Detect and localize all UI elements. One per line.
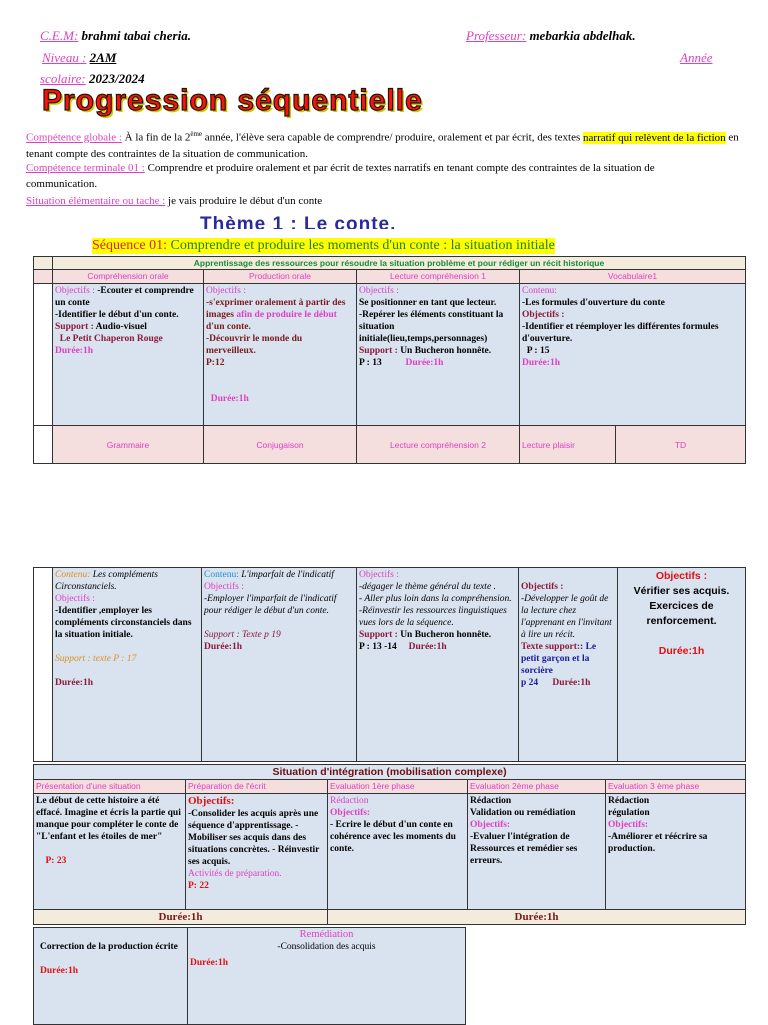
t2col4-support-text: : Le petit garçon et la sorcière: [521, 642, 597, 676]
col4-duree: Durée:1h: [522, 358, 560, 368]
col2-duree: Durée:1h: [210, 394, 249, 404]
header-conjugaison: Conjugaison: [204, 426, 357, 464]
int-col1-text: Le début de cette histoire a été effacé. Imagine et écris la partie qui manque pour compléter le conte de "L'enfant et les étoiles de mer": [36, 796, 181, 842]
t2col2-contenu-label: Contenu:: [204, 570, 239, 580]
int-col2-page: P: 22: [188, 881, 209, 891]
col3-page: P : 13: [359, 358, 382, 368]
cell-preparation: [186, 794, 328, 910]
col3-duree: Durée:1h: [405, 358, 444, 368]
int-col3-obj-label: Objectifs:: [330, 808, 371, 818]
t2col3-line3: -Réinvestir les ressources linguistiques vues lors de la séquence.: [359, 606, 507, 628]
col4-page: P : 15: [526, 346, 550, 356]
theme-title: Thème 1 : Le conte.: [200, 215, 397, 229]
competence-globale-text-b: année, l'élève sera capable de comprendre/ produire, oralement et par écrit, des textes: [202, 131, 584, 144]
cell-vocabulaire1: [520, 284, 746, 426]
table1-row-margin: [34, 284, 53, 426]
niveau-line: [42, 50, 116, 66]
competence-terminale-text: Comprendre et produire oralement et par écrit de textes narratifs en tenant compte des contraintes de la situation de communication.: [26, 162, 655, 190]
competence-globale-highlight: narratif qui relèvent de la fiction: [583, 131, 726, 144]
cell-conjugaison: [202, 568, 357, 762]
int-col1-page: P: 23: [45, 856, 67, 866]
int-col2-text: -Consolider les acquis après une séquence d'apprentissage. -Mobiliser ses acquis dans des situations concrètes. - Réinvestir ses acquis.: [188, 809, 320, 867]
cell-presentation: [34, 794, 186, 910]
t2col5-text: Vérifier ses acquis. Exercices de renforcement.: [633, 585, 730, 627]
t2col2-obj-label: Objectifs :: [204, 582, 244, 592]
sequence-text: Comprendre et produire les moments d'un conte : la situation initiale: [167, 238, 555, 253]
cell-correction: [34, 928, 188, 1025]
t2col2-support: Support : Texte p 19: [204, 630, 281, 640]
table1-header-corner: [34, 270, 53, 284]
cem-value: brahmi tabai cheria.: [81, 28, 191, 43]
t2col1-contenu-text: Les compléments Circonstanciels.: [55, 570, 158, 592]
col2-line1b: afin de produire le début: [236, 310, 337, 320]
t2col3-obj-label: Objectifs :: [359, 570, 399, 580]
t2col4-duree: Durée:1h: [552, 678, 591, 688]
int-col5-line1: Rédaction: [608, 796, 650, 806]
competence-terminale: [26, 160, 726, 192]
col3-support-text: Un Bucheron honnête.: [397, 346, 492, 356]
integration-title: Situation d'intégration (mobilisation complexe): [34, 765, 746, 780]
table-remediation: [33, 927, 466, 1025]
remediation-right-duree: Durée:1h: [190, 958, 228, 968]
header-production-orale: Production orale: [204, 270, 357, 284]
cell-lecture-comprehension-2: [357, 568, 519, 762]
col3-line2: -Repérer les éléments constituant la situation initiale(lieu,temps,personnages): [359, 310, 504, 344]
table-integration: [33, 764, 746, 925]
int-col5-line2: régulation: [608, 808, 650, 818]
situation-elementaire: [26, 193, 726, 209]
int-col5-text: -Améliorer et réécrire sa production.: [608, 832, 708, 854]
t2col2-duree: Durée:1h: [204, 642, 242, 652]
col2-line1c: d'un conte.: [206, 322, 251, 332]
cell-lecture-plaisir: [519, 568, 618, 762]
col2-obj-label: Objectifs :: [206, 286, 246, 296]
header-comprehension-orale: Compréhension orale: [53, 270, 204, 284]
competence-globale-label: Compétence globale :: [26, 131, 122, 144]
t2col1-obj-label: Objectifs :: [55, 594, 95, 604]
table2-margin: [34, 568, 53, 762]
t2col1-support: Support : texte P : 17: [55, 654, 137, 664]
annee-label: [680, 50, 712, 66]
int-col5-obj-label: Objectifs:: [608, 820, 649, 830]
cell-evaluation-1: [328, 794, 468, 910]
t2col5-duree: Durée:1h: [658, 645, 705, 657]
annee-text: Année: [680, 50, 713, 65]
col2-page: P:12: [206, 358, 225, 368]
col1-duree: Durée:1h: [55, 346, 93, 356]
header-presentation: Présentation d'une situation: [34, 780, 186, 794]
header-evaluation-3: Evaluation 3 ème phase: [606, 780, 746, 794]
sequence-label: Séquence 01:: [92, 238, 168, 253]
situation-elementaire-text: je vais produire le début d'un conte: [165, 195, 323, 207]
header-lecture-comprehension-2: Lecture compréhension 2: [357, 426, 520, 464]
t2col4-page: p 24: [521, 678, 539, 688]
col4-obj-label: Objectifs :: [522, 310, 565, 320]
integration-duree-right: Durée:1h: [328, 910, 746, 925]
scolaire-value: 2023/2024: [88, 71, 145, 86]
header-grammaire: Grammaire: [53, 426, 204, 464]
t2col4-text: -Développer le goût de la lecture chez l'apprenant en l'invitant à lire un récit.: [521, 594, 612, 640]
situation-elementaire-label: Situation élémentaire ou tache :: [26, 195, 166, 207]
t2col3-page: P : 13 -14: [359, 642, 397, 652]
int-col4-text: -Evaluer l'intégration de Ressources et remédier ses erreurs.: [470, 832, 578, 866]
professeur-value: mebarkia abdelhak.: [529, 28, 636, 43]
t2col3-duree: Durée:1h: [408, 642, 447, 652]
col1-obj-text: -Ecouter et comprendre un conte: [55, 286, 194, 308]
t2col5-obj-label: Objectifs :: [655, 570, 708, 582]
col3-line1: Se positionner en tant que lecteur.: [359, 298, 497, 308]
int-col3-redaction: Rédaction: [330, 796, 369, 806]
header-td: TD: [616, 426, 746, 464]
remediation-title: Remédiation: [299, 929, 354, 940]
col2-line1a: -s'exprimer oralement à partir des images: [206, 298, 346, 320]
col1-support-text: Audio-visuel: [93, 322, 147, 332]
col1-support-label: Support :: [55, 322, 94, 332]
niveau-value: 2AM: [89, 50, 117, 65]
competence-globale-sup: ème: [190, 130, 203, 138]
col1-line2: -Identifier le début d'un conte.: [55, 310, 179, 320]
int-col4-obj-label: Objectifs:: [470, 820, 511, 830]
t2col3-line1: -dégager le thème général du texte .: [359, 582, 496, 592]
cell-grammaire: [53, 568, 202, 762]
header-vocabulaire1: Vocabulaire1: [520, 270, 746, 284]
col1-obj-label: Objectifs :: [55, 286, 95, 296]
header-preparation: Préparation de l'écrit: [186, 780, 328, 794]
col4-contenu-label: Contenu:: [522, 286, 557, 296]
t2col4-support-label: Texte support:: [521, 642, 581, 652]
table-ressources: [33, 567, 746, 762]
int-col3-text: - Ecrire le début d'un conte en cohérence avec les moments du conte.: [330, 820, 456, 854]
cem-label: C.E.M:: [40, 28, 79, 43]
t2col3-support-text: Un Bucheron honnête.: [397, 630, 492, 640]
cell-evaluation-2: [468, 794, 606, 910]
scolaire-label: scolaire:: [40, 71, 86, 86]
col2-line2: -Découvrir le monde du merveilleux.: [206, 334, 303, 356]
t2col1-contenu-label: Contenu:: [55, 570, 91, 580]
cell-comprehension-orale: [53, 284, 204, 426]
competence-globale-text-c: en tenant compte des contraintes de la situation de communication.: [26, 131, 739, 160]
col4-line1: -Les formules d'ouverture du conte: [522, 298, 665, 308]
table-apprentissage: [33, 256, 746, 464]
cell-evaluation-3: [606, 794, 746, 910]
integration-duree-left: Durée:1h: [34, 910, 328, 925]
t2col3-support-label: Support :: [359, 630, 398, 640]
cell-td: [618, 568, 746, 762]
table1-row2-margin: [34, 426, 53, 464]
professeur-line: [466, 28, 636, 44]
competence-globale-text-a: À la fin de la 2: [121, 131, 191, 144]
professeur-label: Professeur:: [466, 28, 527, 43]
col3-support-label: Support :: [359, 346, 398, 356]
header-evaluation-2: Evaluation 2ème phase: [468, 780, 606, 794]
remediation-left-title: Correction de la production écrite: [40, 942, 178, 952]
int-col2-obj-label: Objectifs:: [188, 795, 235, 807]
cell-production-orale: [204, 284, 357, 426]
t2col4-obj-label: Objectifs :: [521, 582, 564, 592]
header-lecture-plaisir: Lecture plaisir: [520, 426, 616, 464]
int-col2-activites: Activités de préparation.: [188, 869, 282, 879]
competence-globale: [26, 126, 742, 162]
t2col1-text: -Identifier ,employer les compléments circonstanciels dans la situation initiale.: [55, 606, 192, 640]
table1-subtitle: Apprentissage des ressources pour résoudre la situation problème et pour rédiger un récit historique: [53, 257, 746, 270]
niveau-label: Niveau :: [42, 50, 87, 65]
t2col1-duree: Durée:1h: [55, 678, 93, 688]
sequence-title: [92, 238, 555, 254]
remediation-left-duree: Durée:1h: [40, 966, 78, 976]
t2col2-text: -Employer l'imparfait de l'indicatif pour rédiger le début d'un conte.: [204, 594, 337, 616]
int-col4-line2: Validation ou remédiation: [470, 808, 576, 818]
cell-remediation: [188, 928, 466, 1025]
table1-corner: [34, 257, 53, 270]
competence-terminale-label: Compétence terminale 01 :: [26, 162, 145, 174]
header-evaluation-1: Evaluation 1ère phase: [328, 780, 468, 794]
page-title: Progression séquentielle: [42, 84, 423, 117]
t2col3-line2: - Aller plus loin dans la compréhension.: [359, 594, 512, 604]
cell-lecture-comprehension-1: [357, 284, 520, 426]
t2col2-contenu-text: L'imparfait de l'indicatif: [238, 570, 334, 580]
col3-obj-label: Objectifs :: [359, 286, 399, 296]
col1-book: Le Petit Chaperon Rouge: [59, 334, 163, 344]
col4-line2: -Identifier et réemployer les différentes formules d'ouverture.: [522, 322, 719, 344]
cem-line: [40, 28, 191, 44]
remediation-subtitle: -Consolidation des acquis: [277, 942, 376, 952]
header-lecture-comprehension-1: Lecture compréhension 1: [357, 270, 520, 284]
int-col4-line1: Rédaction: [470, 796, 512, 806]
